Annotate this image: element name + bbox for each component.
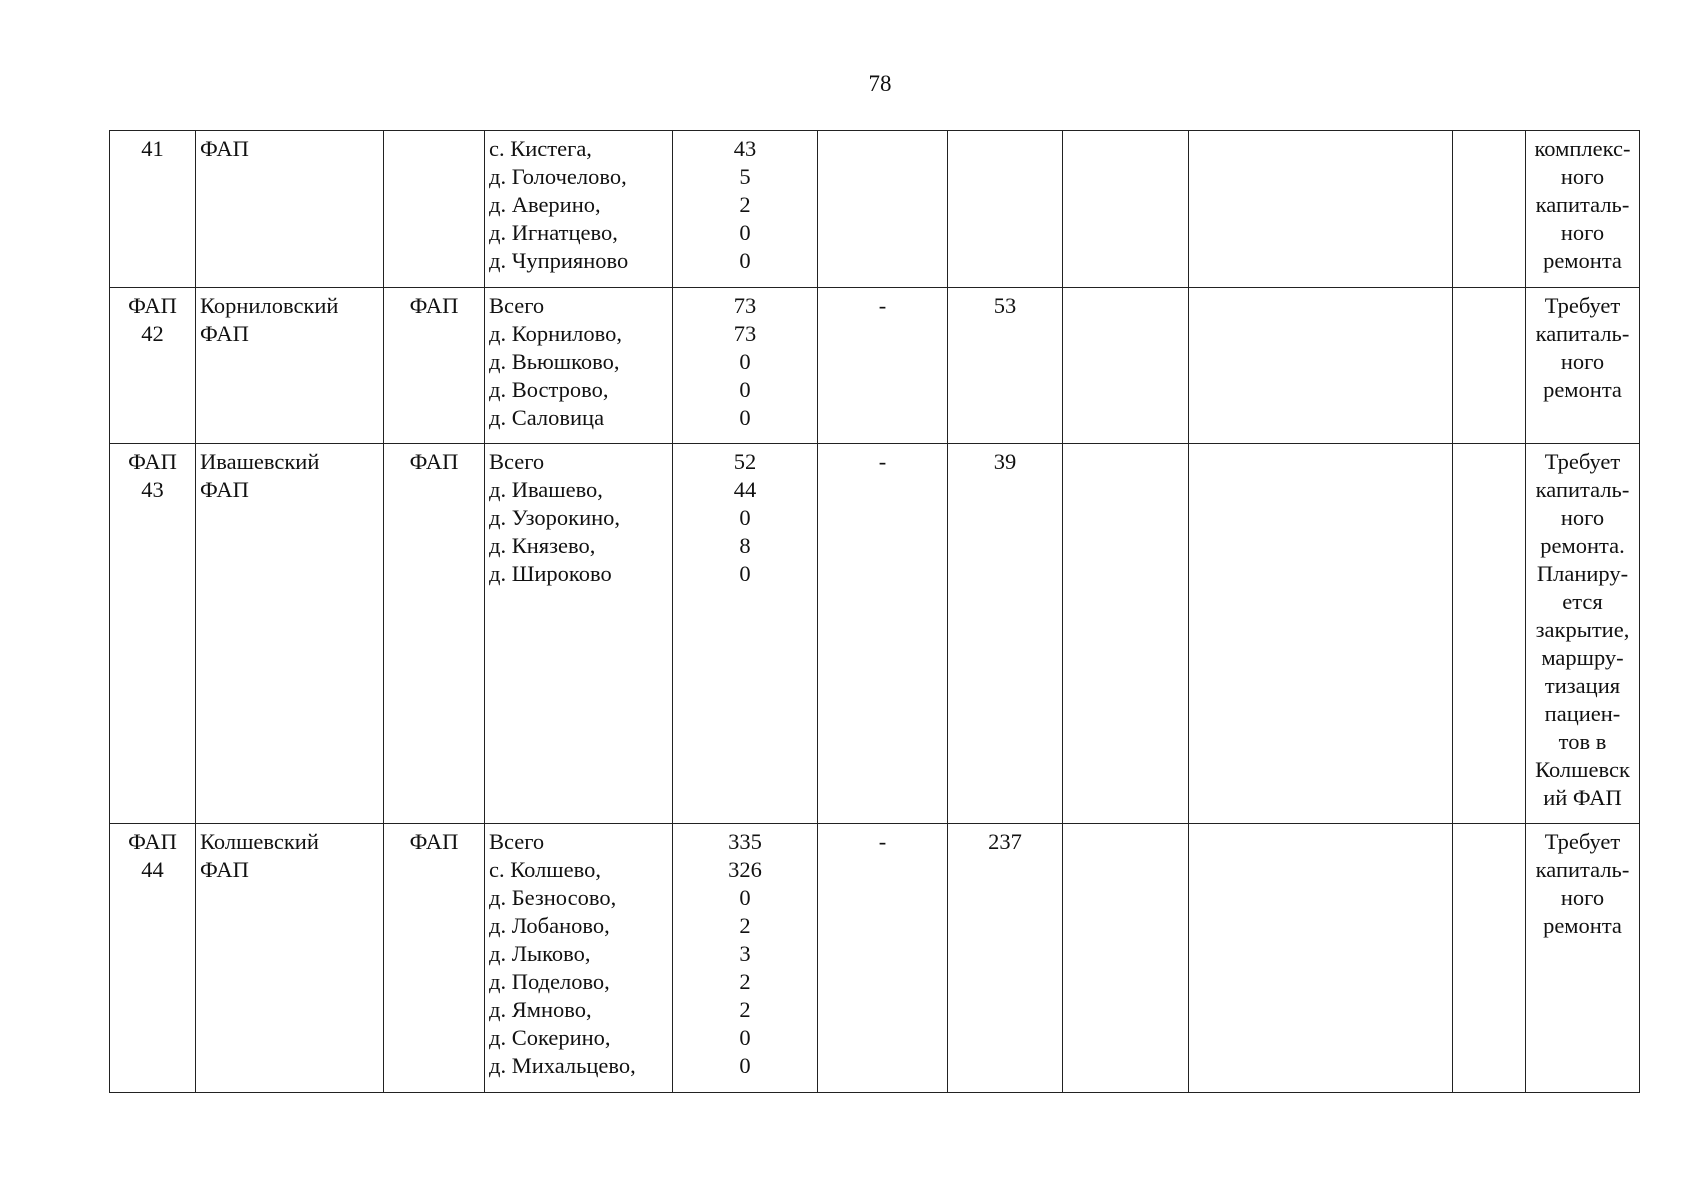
population-value: 8 xyxy=(739,533,751,558)
population-value: 3 xyxy=(739,941,751,966)
settlement-name: д. Корнилово, xyxy=(489,321,622,346)
settlement-name: д. Аверино, xyxy=(489,192,601,217)
population-value: 73 xyxy=(733,293,757,318)
settlement-name: д. Игнатцево, xyxy=(489,220,618,245)
note-line: Требует xyxy=(1544,829,1621,854)
population-value: 2 xyxy=(739,192,751,217)
table-row xyxy=(110,824,1640,1093)
facility-type-cell xyxy=(384,288,485,444)
note-line: Планиру- xyxy=(1536,561,1629,586)
note-line: Колшевск xyxy=(1535,757,1630,782)
note-cell xyxy=(1526,131,1640,288)
settlement-name: с. Кистега, xyxy=(489,136,592,161)
column-7-cell xyxy=(948,824,1063,1093)
population-value: 0 xyxy=(739,505,751,530)
empty-cell-9 xyxy=(1189,288,1453,444)
settlement-name: д. Князево, xyxy=(489,533,596,558)
facility-name-cell xyxy=(196,824,384,1093)
note-line: ремонта xyxy=(1543,248,1622,273)
row-number-line: 41 xyxy=(141,136,164,161)
row-number-line: 43 xyxy=(141,477,164,502)
settlement-name: д. Саловица xyxy=(489,405,605,430)
population-cell xyxy=(673,444,818,824)
column-6-value: - xyxy=(878,293,887,318)
facility-type-cell xyxy=(384,824,485,1093)
empty-cell-9 xyxy=(1189,444,1453,824)
facility-name-line: ФАП xyxy=(200,321,249,346)
note-line: ного xyxy=(1560,164,1605,189)
row-number-line: ФАП xyxy=(128,829,177,854)
settlement-name: Всего xyxy=(489,449,545,474)
column-6-value: - xyxy=(878,449,887,474)
note-line: ется xyxy=(1562,589,1603,614)
facility-name-line: ФАП xyxy=(200,136,249,161)
population-value: 2 xyxy=(739,969,751,994)
facility-name-line: Колшевский xyxy=(200,829,319,854)
settlements-cell xyxy=(485,444,673,824)
note-line: Требует xyxy=(1544,293,1621,318)
note-line: ремонта xyxy=(1543,377,1622,402)
row-number-cell xyxy=(110,288,196,444)
settlement-name: д. Ивашево, xyxy=(489,477,603,502)
column-7-value: 237 xyxy=(988,829,1022,854)
empty-cell-9 xyxy=(1189,131,1453,288)
settlement-name: д. Ямново, xyxy=(489,997,592,1022)
facility-type: ФАП xyxy=(409,829,459,854)
row-number-cell xyxy=(110,131,196,288)
population-value: 43 xyxy=(733,136,757,161)
population-value: 73 xyxy=(733,321,757,346)
facility-name-cell xyxy=(196,131,384,288)
settlements-cell xyxy=(485,824,673,1093)
settlement-name: д. Голочелово, xyxy=(489,164,627,189)
settlements-cell xyxy=(485,288,673,444)
note-line: ремонта xyxy=(1543,913,1622,938)
settlement-name: с. Колшево, xyxy=(489,857,601,882)
empty-cell-8 xyxy=(1063,131,1189,288)
table-body xyxy=(110,131,1640,1093)
column-6-cell xyxy=(818,824,948,1093)
page-number: 78 xyxy=(868,71,892,96)
column-6-cell xyxy=(818,288,948,444)
note-cell xyxy=(1526,444,1640,824)
empty-cell-10 xyxy=(1453,444,1526,824)
row-number-cell xyxy=(110,444,196,824)
empty-cell-8 xyxy=(1063,824,1189,1093)
note-line: ного xyxy=(1560,885,1605,910)
facility-type: ФАП xyxy=(409,449,459,474)
settlements-cell xyxy=(485,131,673,288)
population-value: 0 xyxy=(739,1053,751,1078)
settlement-name: д. Сокерино, xyxy=(489,1025,611,1050)
note-line: тов в xyxy=(1558,729,1607,754)
column-7-cell xyxy=(948,288,1063,444)
row-number-line: 44 xyxy=(141,857,164,882)
note-line: ного xyxy=(1560,505,1605,530)
note-line: ремонта. xyxy=(1540,533,1625,558)
note-cell xyxy=(1526,288,1640,444)
empty-cell-10 xyxy=(1453,288,1526,444)
column-7-cell xyxy=(948,444,1063,824)
note-line: ного xyxy=(1560,220,1605,245)
population-value: 0 xyxy=(739,248,751,273)
note-line: ий ФАП xyxy=(1543,785,1622,810)
population-value: 0 xyxy=(739,1025,751,1050)
settlement-name: д. Лобаново, xyxy=(489,913,610,938)
population-value: 335 xyxy=(728,829,762,854)
facility-type-cell xyxy=(384,131,485,288)
population-cell xyxy=(673,288,818,444)
population-value: 0 xyxy=(739,220,751,245)
table-row xyxy=(110,131,1640,288)
column-7-value: 53 xyxy=(993,293,1017,318)
settlement-name: д. Чуприяново xyxy=(489,248,629,273)
settlement-name: д. Вьюшково, xyxy=(489,349,620,374)
facility-type: ФАП xyxy=(409,293,459,318)
population-value: 5 xyxy=(739,164,751,189)
population-value: 2 xyxy=(739,913,751,938)
population-value: 0 xyxy=(739,561,751,586)
population-value: 0 xyxy=(739,349,751,374)
note-cell xyxy=(1526,824,1640,1093)
population-value: 52 xyxy=(733,449,757,474)
population-cell xyxy=(673,824,818,1093)
facility-name-line: Корниловский xyxy=(200,293,339,318)
empty-cell-10 xyxy=(1453,824,1526,1093)
row-number-line: ФАП xyxy=(128,449,177,474)
facility-type-cell xyxy=(384,444,485,824)
facilities-table xyxy=(109,130,1640,1093)
facility-name-line: ФАП xyxy=(200,857,249,882)
note-line: капиталь- xyxy=(1535,857,1630,882)
row-number-line: ФАП xyxy=(128,293,177,318)
column-6-cell xyxy=(818,444,948,824)
population-value: 0 xyxy=(739,405,751,430)
column-7-value: 39 xyxy=(993,449,1017,474)
column-7-cell xyxy=(948,131,1063,288)
settlement-name: д. Широково xyxy=(489,561,612,586)
settlement-name: д. Безносово, xyxy=(489,885,617,910)
note-line: комплекс- xyxy=(1534,136,1631,161)
settlement-name: Всего xyxy=(489,829,545,854)
population-value: 2 xyxy=(739,997,751,1022)
settlement-name: д. Лыково, xyxy=(489,941,591,966)
settlement-name: Всего xyxy=(489,293,545,318)
empty-cell-8 xyxy=(1063,444,1189,824)
note-line: Требует xyxy=(1544,449,1621,474)
table-row xyxy=(110,288,1640,444)
column-6-value: - xyxy=(878,829,887,854)
population-value: 44 xyxy=(733,477,757,502)
settlement-name: д. Михальцево, xyxy=(489,1053,636,1078)
row-number-cell xyxy=(110,824,196,1093)
population-cell xyxy=(673,131,818,288)
settlement-name: д. Узорокино, xyxy=(489,505,621,530)
note-line: капиталь- xyxy=(1535,477,1630,502)
facility-name-line: Ивашевский xyxy=(200,449,320,474)
settlement-name: д. Поделово, xyxy=(489,969,610,994)
note-line: тизация xyxy=(1544,673,1621,698)
note-line: закрытие, xyxy=(1535,617,1630,642)
note-line: пациен- xyxy=(1544,701,1621,726)
empty-cell-8 xyxy=(1063,288,1189,444)
settlement-name: д. Вострово, xyxy=(489,377,609,402)
population-value: 0 xyxy=(739,377,751,402)
table-row xyxy=(110,444,1640,824)
facility-name-line: ФАП xyxy=(200,477,249,502)
population-value: 0 xyxy=(739,885,751,910)
empty-cell-10 xyxy=(1453,131,1526,288)
note-line: капиталь- xyxy=(1535,192,1630,217)
facility-name-cell xyxy=(196,444,384,824)
population-value: 326 xyxy=(728,857,762,882)
facility-name-cell xyxy=(196,288,384,444)
note-line: маршру- xyxy=(1541,645,1624,670)
note-line: ного xyxy=(1560,349,1605,374)
note-line: капиталь- xyxy=(1535,321,1630,346)
row-number-line: 42 xyxy=(141,321,164,346)
column-6-cell xyxy=(818,131,948,288)
empty-cell-9 xyxy=(1189,824,1453,1093)
